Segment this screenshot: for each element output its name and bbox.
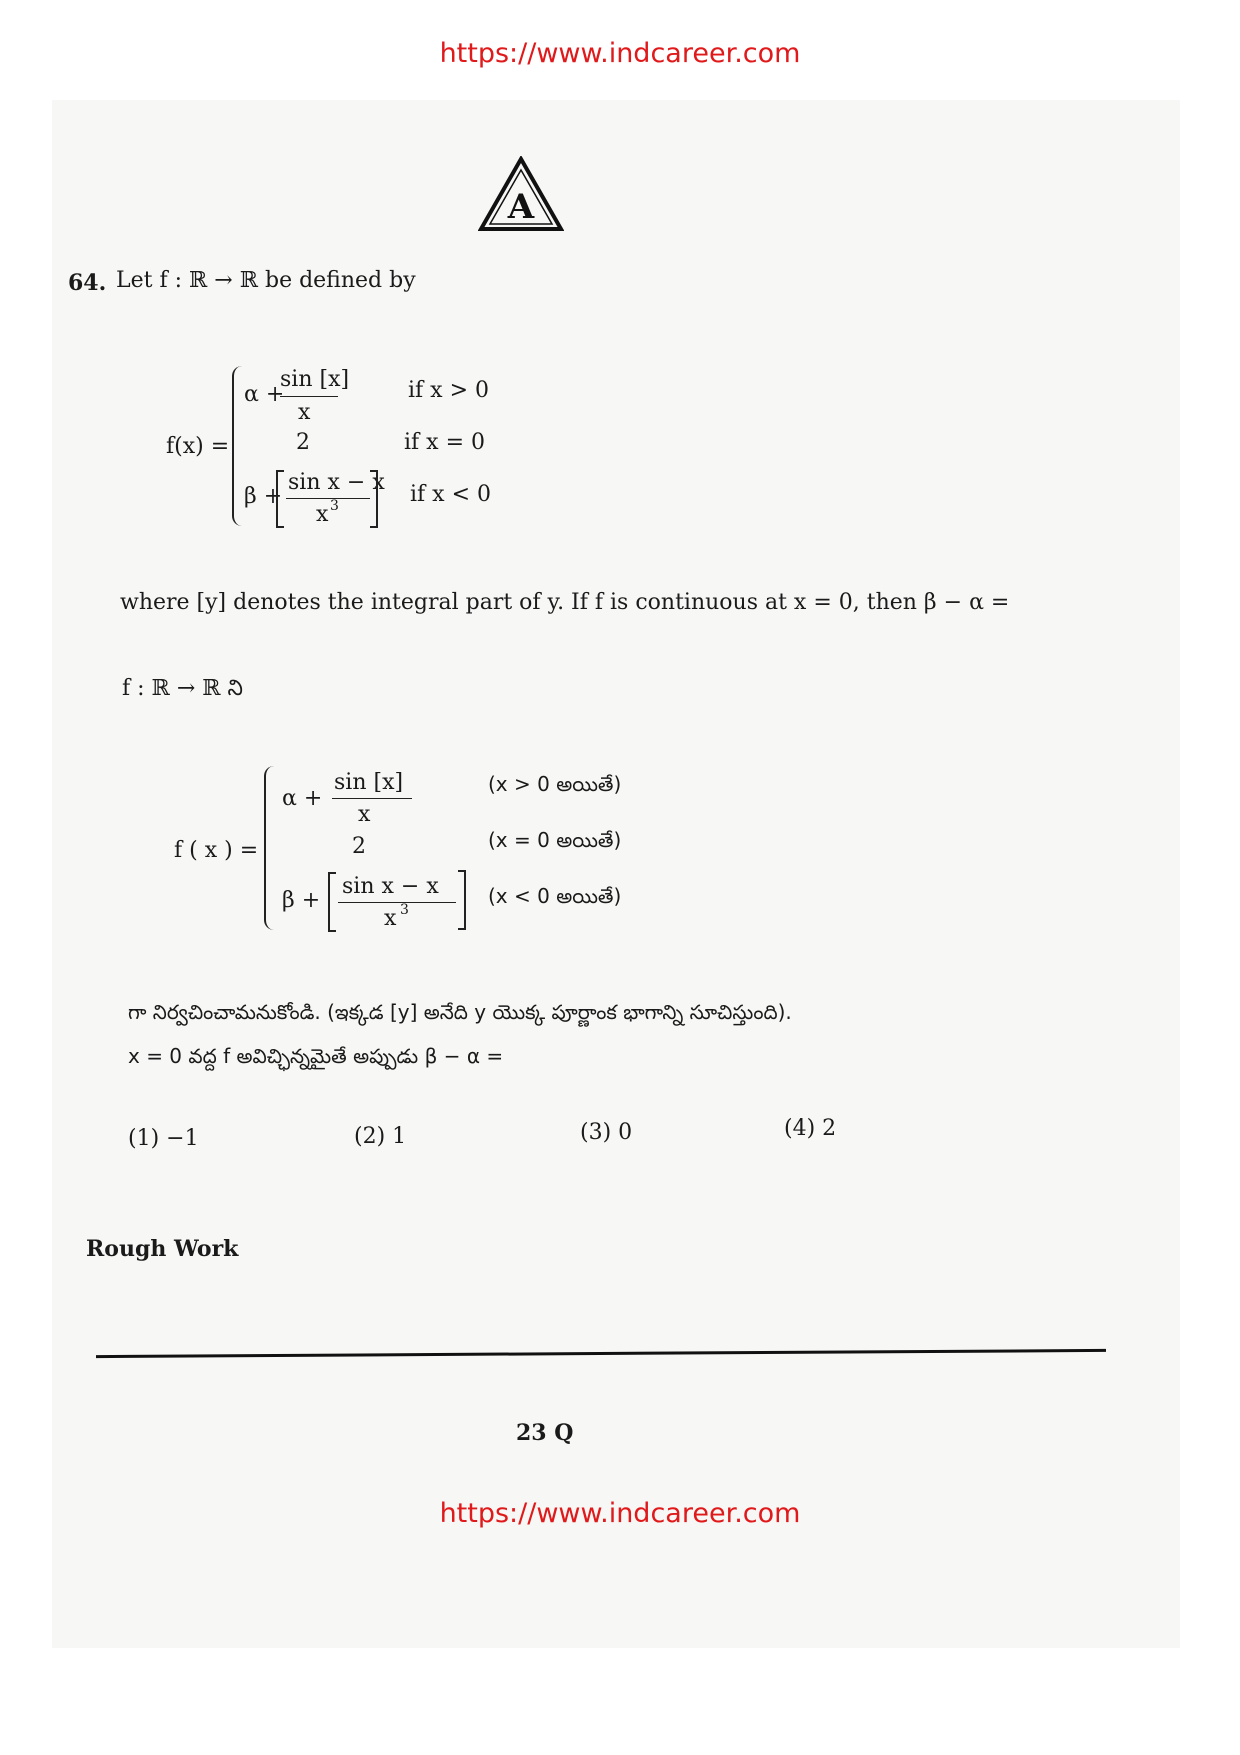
question-statement: where [y] denotes the integral part of y. If f is continuous at x = 0, then β − α = bbox=[120, 590, 1010, 615]
telugu-left-brace bbox=[264, 766, 276, 930]
page-number: 23 Q bbox=[516, 1420, 574, 1446]
telugu-case1-alpha: α + bbox=[282, 786, 323, 811]
telugu-line-2: x = 0 వద్ద f అవిచ్ఛిన్నమైతే అప్పుడు β − α = bbox=[128, 1044, 504, 1068]
telugu-case3-beta: β + bbox=[282, 888, 321, 913]
watermark-link-top[interactable]: https://www.indcareer.com bbox=[439, 38, 801, 69]
telugu-case2-condition: (x = 0 అయితే) bbox=[488, 828, 622, 852]
case2-condition: if x = 0 bbox=[404, 430, 485, 455]
case1-alpha: α + bbox=[244, 382, 285, 407]
case3-exponent: 3 bbox=[330, 498, 339, 514]
telugu-case1-numerator: sin [x] bbox=[334, 770, 404, 795]
question-number: 64. bbox=[68, 270, 107, 296]
telugu-case3-fraction-bar bbox=[338, 902, 456, 903]
case1-fraction-bar bbox=[280, 396, 338, 397]
telugu-case3-condition: (x < 0 అయితే) bbox=[488, 884, 622, 908]
case1-denominator: x bbox=[298, 400, 311, 425]
telugu-line-1: గా నిర్వచించామనుకోండి. (ఇక్కడ [y] అనేది y యొక్క పూర్ణాంక భాగాన్ని సూచిస్తుంది). bbox=[128, 1000, 792, 1024]
rough-work-label: Rough Work bbox=[86, 1236, 239, 1262]
option-4: (4) 2 bbox=[784, 1116, 837, 1141]
paper-set-badge bbox=[478, 156, 564, 232]
telugu-case3-denominator: x bbox=[384, 906, 397, 931]
case3-denominator: x bbox=[316, 502, 329, 527]
option-1: (1) −1 bbox=[128, 1126, 199, 1151]
case1-condition: if x > 0 bbox=[408, 378, 489, 403]
telugu-case3-exponent: 3 bbox=[400, 902, 409, 918]
telugu-case1-denominator: x bbox=[358, 802, 371, 827]
function-label: f(x) = bbox=[166, 434, 230, 459]
telugu-case3-right-bracket bbox=[458, 870, 466, 930]
telugu-intro: f : ℝ → ℝ ని bbox=[122, 676, 243, 701]
case2-value: 2 bbox=[296, 430, 310, 455]
case3-condition: if x < 0 bbox=[410, 482, 491, 507]
scanned-page bbox=[52, 100, 1180, 1648]
telugu-case2-value: 2 bbox=[352, 834, 366, 859]
badge-letter: A bbox=[507, 187, 535, 227]
option-2: (2) 1 bbox=[354, 1124, 407, 1149]
telugu-case3-numerator: sin x − x bbox=[342, 874, 439, 899]
case3-numerator: sin x − x bbox=[288, 470, 385, 495]
case3-fraction-bar bbox=[286, 498, 370, 499]
case3-beta: β + bbox=[244, 484, 283, 509]
case3-right-bracket bbox=[370, 470, 378, 528]
left-brace bbox=[232, 366, 244, 526]
telugu-case3-left-bracket bbox=[328, 872, 336, 932]
case3-left-bracket bbox=[276, 470, 284, 528]
question-intro: Let f : ℝ → ℝ be defined by bbox=[116, 268, 416, 293]
option-3: (3) 0 bbox=[580, 1120, 633, 1145]
case1-numerator: sin [x] bbox=[280, 367, 350, 392]
telugu-case1-fraction-bar bbox=[332, 798, 412, 799]
telugu-case1-condition: (x > 0 అయితే) bbox=[488, 772, 622, 796]
telugu-function-label: f ( x ) = bbox=[174, 838, 259, 863]
watermark-link-bottom[interactable]: https://www.indcareer.com bbox=[439, 1498, 801, 1529]
